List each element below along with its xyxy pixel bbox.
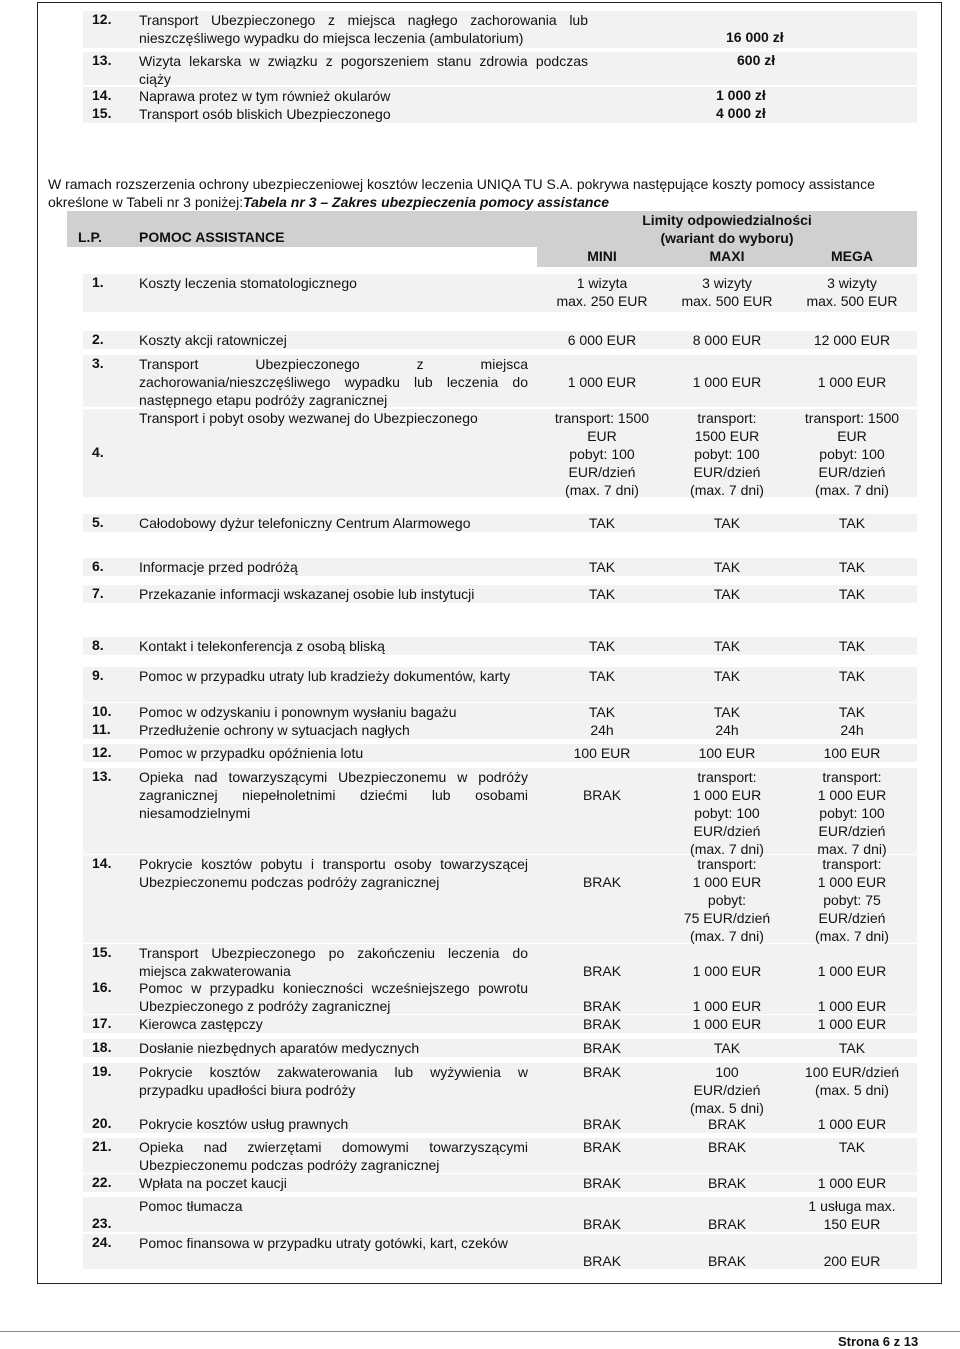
row-number: 8. (92, 637, 104, 653)
header-limits: Limity odpowiedzialności (642, 212, 812, 228)
mega-value: transport: 1500 EUR pobyt: 100 EUR/dzień (max. 7 dni) (804, 410, 900, 498)
row-number: 21. (92, 1138, 112, 1154)
mini-value: BRAK (582, 1139, 622, 1155)
mega-value: transport: 1 000 EUR pobyt: 75 EUR/dzień (max. 7 dni) (815, 856, 889, 944)
mega-value: TAK (838, 668, 866, 684)
mini-value: 24h (590, 722, 614, 738)
row-number: 15. (92, 944, 112, 960)
page-number: Strona 6 z 13 (838, 1334, 919, 1349)
row-number: 9. (92, 667, 104, 683)
mini-value: TAK (588, 515, 616, 531)
row-number: 20. (92, 1115, 112, 1131)
mini-value: BRAK (582, 1016, 622, 1032)
row-description: Transport osób bliskich Ubezpieczonego (139, 106, 391, 122)
maxi-value: BRAK (707, 1116, 747, 1132)
row-number: 15. (92, 105, 112, 121)
mini-value: TAK (588, 559, 616, 575)
mega-value: TAK (838, 1040, 866, 1056)
mini-value: 1 000 EUR (567, 374, 637, 390)
row-description: Całodobowy dyżur telefoniczny Centrum Alarmowego (139, 515, 471, 531)
row-number: 2. (92, 331, 104, 347)
mini-value: BRAK (582, 1175, 622, 1191)
mini-value: BRAK (582, 998, 622, 1014)
table-caption: Tabela nr 3 – Zakres ubezpieczenia pomocy assistance (243, 194, 610, 210)
mega-value: TAK (838, 638, 866, 654)
row-description: Naprawa protez w tym również okularów (139, 88, 391, 104)
mega-value: 1 000 EUR (817, 374, 887, 390)
header-maxi: MAXI (709, 248, 745, 264)
mini-value: BRAK (582, 1040, 622, 1056)
row-description: Kierowca zastępczy (139, 1016, 263, 1032)
mini-value: BRAK (582, 1064, 622, 1080)
row-description: Pokrycie kosztów usług prawnych (139, 1116, 349, 1132)
maxi-value: transport: 1500 EUR pobyt: 100 EUR/dzień (max. 7 dni) (690, 410, 764, 498)
mini-value: BRAK (582, 1216, 622, 1232)
maxi-value: BRAK (707, 1216, 747, 1232)
mini-value: 100 EUR (573, 745, 631, 761)
mega-value: TAK (838, 559, 866, 575)
row-description: Pomoc w przypadku konieczności wcześniejszego powrotu Ubezpieczonego z podróży zagranicznej (139, 980, 528, 1014)
row-number: 11. (92, 721, 111, 737)
row-number: 6. (92, 558, 104, 574)
row-description: Wizyta lekarska w związku z pogorszeniem stanu zdrowia podczas ciąży (139, 53, 588, 87)
mini-value: BRAK (582, 874, 622, 890)
maxi-value: TAK (713, 1040, 741, 1056)
maxi-value: TAK (713, 704, 741, 720)
maxi-value: 8 000 EUR (692, 332, 762, 348)
header-lp: L.P. (78, 229, 102, 245)
maxi-value: BRAK (707, 1175, 747, 1191)
mega-value: TAK (838, 586, 866, 602)
row-number: 7. (92, 585, 104, 601)
footer-divider (0, 1331, 960, 1332)
row-number: 17. (92, 1015, 112, 1031)
row-description: Transport Ubezpieczonego z miejsca nagłego zachorowania lub nieszczęśliwego wypadku do miejsca leczenia (ambulatorium) (139, 12, 588, 46)
row-description: Pomoc tłumacza (139, 1198, 243, 1214)
row-description: Dosłanie niezbędnych aparatów medycznych (139, 1040, 420, 1056)
maxi-value: 100 EUR (698, 745, 756, 761)
mini-value: 1 wizyta max. 250 EUR (556, 275, 648, 309)
maxi-value: BRAK (707, 1139, 747, 1155)
row-description: Wpłata na poczet kaucji (139, 1175, 287, 1191)
row-number: 18. (92, 1039, 112, 1055)
mega-value: 24h (840, 722, 864, 738)
row-number: 19. (92, 1063, 112, 1079)
mega-value: 1 usługa max. 150 EUR (808, 1198, 896, 1232)
row-value: 1 000 zł (716, 87, 766, 103)
intro-line (48, 194, 609, 210)
row-description: Pomoc w odzyskaniu i ponownym wysłaniu bagażu (139, 704, 457, 720)
row-description: Transport Ubezpieczonego z miejsca zachorowania/nieszczęśliwego wypadku lub leczenia do następnego etapu podróży zagranicznej (139, 356, 528, 408)
maxi-value: 1 000 EUR (692, 998, 762, 1014)
row-description: Pomoc finansowa w przypadku utraty gotówki, kart, czeków (139, 1235, 508, 1251)
row-number: 1. (92, 274, 104, 290)
row-number: 12. (92, 11, 112, 27)
row-number: 5. (92, 514, 104, 530)
row-number: 23. (92, 1215, 112, 1231)
mega-value: TAK (838, 1139, 866, 1155)
mini-value: TAK (588, 638, 616, 654)
intro-line: W ramach rozszerzenia ochrony ubezpieczeniowej kosztów leczenia UNIQA TU S.A. pokrywa następujące koszty pomocy assistance (48, 176, 875, 192)
mega-value: transport: 1 000 EUR pobyt: 100 EUR/dzień max. 7 dni) (817, 769, 887, 857)
row-description: Pomoc w przypadku utraty lub kradzieży dokumentów, karty (139, 668, 511, 684)
mega-value: TAK (838, 704, 866, 720)
maxi-value: transport: 1 000 EUR pobyt: 100 EUR/dzień (max. 7 dni) (690, 769, 764, 857)
row-description: Informacje przed podróżą (139, 559, 298, 575)
row-number: 24. (92, 1234, 112, 1250)
row-description: Opieka nad towarzyszącymi Ubezpieczonemu w podróży zagranicznej niepełnoletnimi dziećmi lub osobami niesamodzielnymi (139, 769, 528, 821)
mega-value: TAK (838, 515, 866, 531)
mini-value: TAK (588, 586, 616, 602)
maxi-value: 1 000 EUR (692, 963, 762, 979)
header-title: POMOC ASSISTANCE (139, 229, 285, 245)
mega-value: 100 EUR (823, 745, 881, 761)
maxi-value: TAK (713, 559, 741, 575)
row-description: Pokrycie kosztów pobytu i transportu osoby towarzyszącej Ubezpieczonemu podczas podróży zagranicznej (139, 856, 528, 890)
maxi-value: TAK (713, 515, 741, 531)
row-description: Transport Ubezpieczonego po zakończeniu leczenia do miejsca zakwaterowania (139, 945, 528, 979)
row-number: 16. (92, 979, 112, 995)
row-value: 600 zł (737, 52, 776, 68)
header-mega: MEGA (831, 248, 873, 264)
mini-value: 6 000 EUR (567, 332, 637, 348)
mini-value: transport: 1500 EUR pobyt: 100 EUR/dzień (max. 7 dni) (554, 410, 650, 498)
mega-value: 200 EUR (823, 1253, 881, 1269)
mini-value: TAK (588, 668, 616, 684)
mega-value: 12 000 EUR (813, 332, 891, 348)
row-description: Opieka nad zwierzętami domowymi towarzyszącymi Ubezpieczonemu podczas podróży zagranicznej (139, 1139, 528, 1173)
mini-value: BRAK (582, 787, 622, 803)
maxi-value: 1 000 EUR (692, 374, 762, 390)
row-number: 14. (92, 87, 112, 103)
row-description: Przekazanie informacji wskazanej osobie lub instytucji (139, 586, 475, 602)
row-number: 13. (92, 52, 112, 68)
header-limits-sub: (wariant do wyboru) (660, 230, 794, 246)
row-number: 22. (92, 1174, 112, 1190)
mega-value: 1 000 EUR (817, 963, 887, 979)
maxi-value: TAK (713, 668, 741, 684)
maxi-value: transport: 1 000 EUR pobyt: 75 EUR/dzień (max. 7 dni) (683, 856, 771, 944)
row-number: 12. (92, 744, 112, 760)
mini-value: BRAK (582, 963, 622, 979)
mini-value: BRAK (582, 1116, 622, 1132)
maxi-value: 1 000 EUR (692, 1016, 762, 1032)
mini-value: BRAK (582, 1253, 622, 1269)
mega-value: 3 wizyty max. 500 EUR (806, 275, 898, 309)
mega-value: 1 000 EUR (817, 1175, 887, 1191)
mega-value: 1 000 EUR (817, 998, 887, 1014)
maxi-value: 100 EUR/dzień (max. 5 dni) (690, 1064, 764, 1116)
row-value: 4 000 zł (716, 105, 766, 121)
row-description: Pokrycie kosztów zakwaterowania lub wyżywienia w przypadku upadłości biura podróży (139, 1064, 528, 1098)
maxi-value: 24h (715, 722, 739, 738)
row-number: 10. (92, 703, 112, 719)
intro-text: określone w Tabeli nr 3 poniżej: (48, 194, 244, 210)
row-number: 13. (92, 768, 112, 784)
row-number: 4. (92, 444, 104, 460)
row-description: Pomoc w przypadku opóźnienia lotu (139, 745, 364, 761)
maxi-value: 3 wizyty max. 500 EUR (681, 275, 773, 309)
row-description: Kontakt i telekonferencja z osobą bliską (139, 638, 385, 654)
maxi-value: TAK (713, 638, 741, 654)
maxi-value: TAK (713, 586, 741, 602)
header-mini: MINI (587, 248, 617, 264)
mega-value: 1 000 EUR (817, 1116, 887, 1132)
row-description: Koszty leczenia stomatologicznego (139, 275, 357, 291)
maxi-value: BRAK (707, 1253, 747, 1269)
row-description: Transport i pobyt osoby wezwanej do Ubezpieczonego (139, 410, 478, 426)
row-value: 16 000 zł (726, 29, 784, 45)
mega-value: 100 EUR/dzień (max. 5 dni) (804, 1064, 900, 1098)
row-number: 14. (92, 855, 112, 871)
row-number: 3. (92, 355, 104, 371)
row-description: Przedłużenie ochrony w sytuacjach nagłych (139, 722, 410, 738)
row-description: Koszty akcji ratowniczej (139, 332, 287, 348)
mini-value: TAK (588, 704, 616, 720)
mega-value: 1 000 EUR (817, 1016, 887, 1032)
